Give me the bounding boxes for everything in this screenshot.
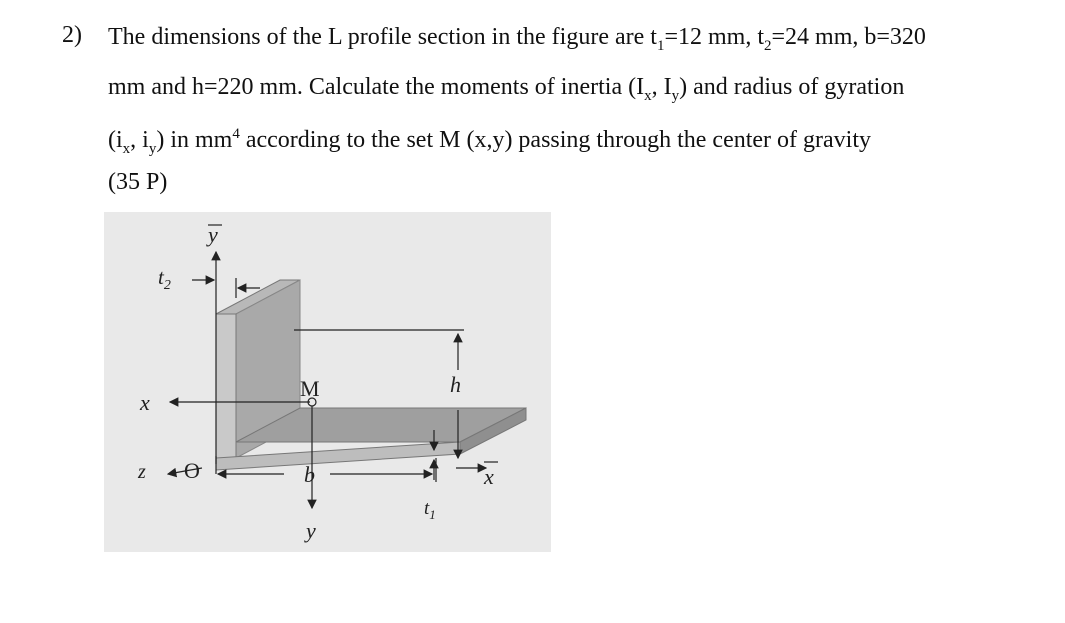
l-profile-drawing [104,212,551,552]
xbar-label: x [484,464,494,489]
z-label: z [138,461,146,483]
problem-line-4: (35 P) [108,169,168,195]
y-label: y [306,518,316,543]
t1-label: $t_1$ [424,498,436,522]
b-label: b [304,462,315,487]
ybar-label: y [208,222,218,247]
m-label: M [300,376,320,401]
vertical-leg-front [216,314,236,464]
problem-line-2: mm and h=220 mm. Calculate the moments of inertia ($I_x$, $I_y$) and radius of gyration [108,74,905,104]
problem-line-1: The dimensions of the L profile section in the figure are $t_1=12$ mm, $t_2=24$ mm, b=320 [108,24,926,54]
t2-label: $t_2$ [158,265,171,293]
problem-line-3: ($i_x$, $i_y$) in $mm^4$ according to the set M (x,y) passing through the center of gravity [108,126,872,157]
problem-number: 2) [62,22,82,48]
x-label: x [140,390,150,415]
o-label: O [184,458,200,483]
h-label: h [450,372,461,397]
l-profile-figure [104,212,551,552]
